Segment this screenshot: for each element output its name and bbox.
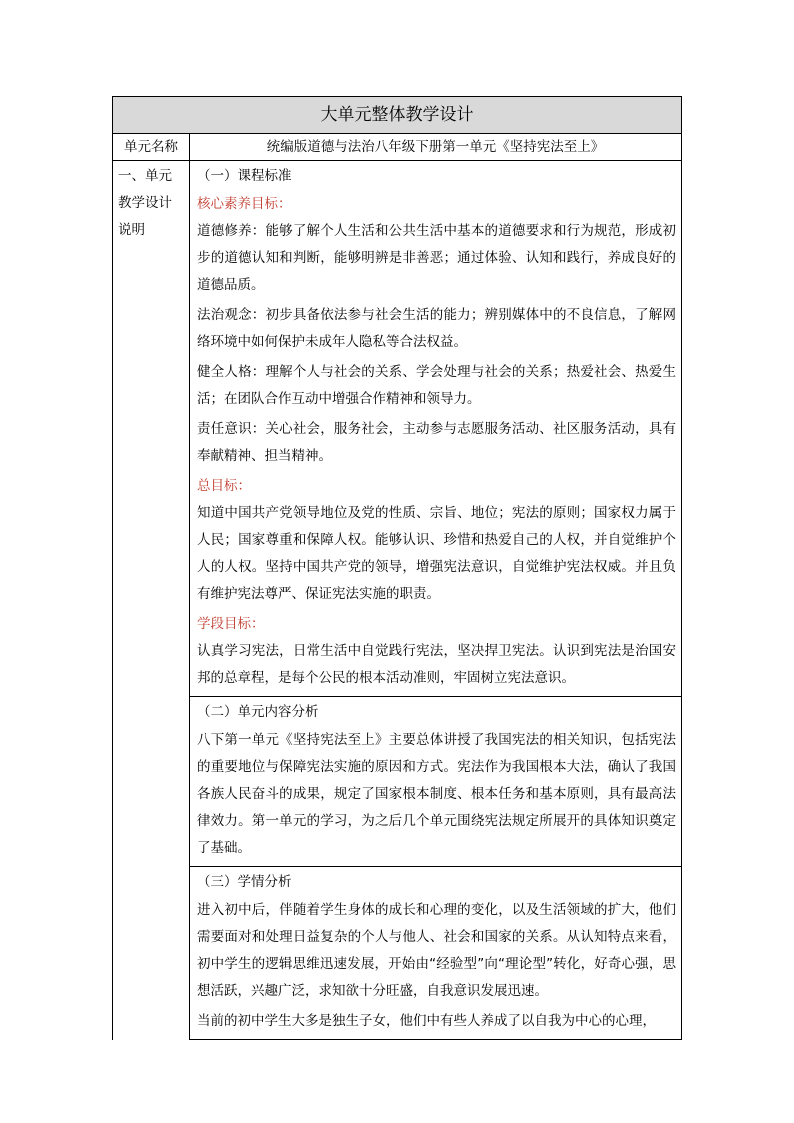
section3-row: [113, 867, 682, 1040]
document-title: 大单元整体教学设计: [113, 97, 682, 134]
paragraph: 道德修养：能够了解个人生活和公共生活中基本的道德要求和行为规范，形成初步的道德认知和判断，能够明辨是非善恶；通过体验、认知和践行，养成良好的道德品质。: [197, 223, 676, 293]
left-label-cell: [113, 161, 190, 1040]
section-heading: （二）单元内容分析: [197, 704, 319, 720]
section-heading: （一）课程标准: [197, 168, 292, 184]
total-goal-title: 总目标：: [197, 478, 251, 494]
course-standard-section: [190, 161, 682, 697]
unit-name-row: [113, 134, 682, 161]
lesson-design-table: [112, 96, 682, 1040]
paragraph: 八下第一单元《坚持宪法至上》主要总体讲授了我国宪法的相关知识，包括宪法的重要地位与保障宪法实施的原因和方式。宪法作为我国根本大法，确认了我国各族人民奋斗的成果，规定了国家根本制度、根本任务和基本原则，具有最高法律效力。第一单元的学习，为之后几个单元围绕宪法规定所展开的具体知识奠定了基础。: [197, 732, 676, 856]
paragraph: 知道中国共产党领导地位及党的性质、宗旨、地位；宪法的原则；国家权力属于人民；国家尊重和保障人权。能够认识、珍惜和热爱自己的人权，并自觉维护个人的人权。坚持中国共产党的领导，增强宪法意识，自觉维护宪法权威。并且负有维护宪法尊严、保证宪法实施的职责。: [197, 505, 676, 602]
paragraph: 法治观念：初步具备依法参与社会生活的能力；辨别媒体中的不良信息，了解网络环境中如何保护未成年人隐私等合法权益。: [197, 307, 676, 350]
section1-row: [113, 161, 682, 697]
core-literacy-title: 核心素养目标：: [197, 196, 292, 212]
left-label-line: 教学设计: [118, 195, 172, 211]
paragraph: 健全人格：理解个人与社会的关系、学会处理与社会的关系；热爱社会、热爱生活；在团队合作互动中增强合作精神和领导力。: [197, 364, 676, 407]
paragraph: 当前的初中学生大多是独生子女，他们中有些人养成了以自我为中心的心理，: [197, 1013, 656, 1029]
section-heading: （三）学情分析: [197, 874, 292, 890]
left-label-line: 说明: [118, 222, 145, 238]
title-row: [113, 97, 682, 134]
left-label-line: 一、单元: [118, 168, 172, 184]
unit-name-value: 统编版道德与法治八年级下册第一单元《坚持宪法至上》: [190, 134, 682, 161]
paragraph: 认真学习宪法，日常生活中自觉践行宪法，坚决捍卫宪法。认识到宪法是治国安邦的总章程，是每个公民的根本活动准则，牢固树立宪法意识。: [197, 643, 676, 686]
stage-goal-title: 学段目标：: [197, 616, 265, 632]
unit-content-section: [190, 697, 682, 867]
paragraph: 进入初中后，伴随着学生身体的成长和心理的变化，以及生活领域的扩大，他们需要面对和处理日益复杂的个人与他人、社会和国家的关系。从认知特点来看，初中学生的逻辑思维迅速发展，开始由“经验型”向“理论型”转化，好奇心强，思想活跃，兴趣广泛，求知欲十分旺盛，自我意识发展迅速。: [197, 902, 676, 999]
learner-analysis-section: [190, 867, 682, 1040]
section2-row: [113, 697, 682, 867]
unit-name-label: 单元名称: [113, 134, 190, 161]
paragraph: 责任意识：关心社会，服务社会，主动参与志愿服务活动、社区服务活动，具有奉献精神、担当精神。: [197, 421, 676, 464]
